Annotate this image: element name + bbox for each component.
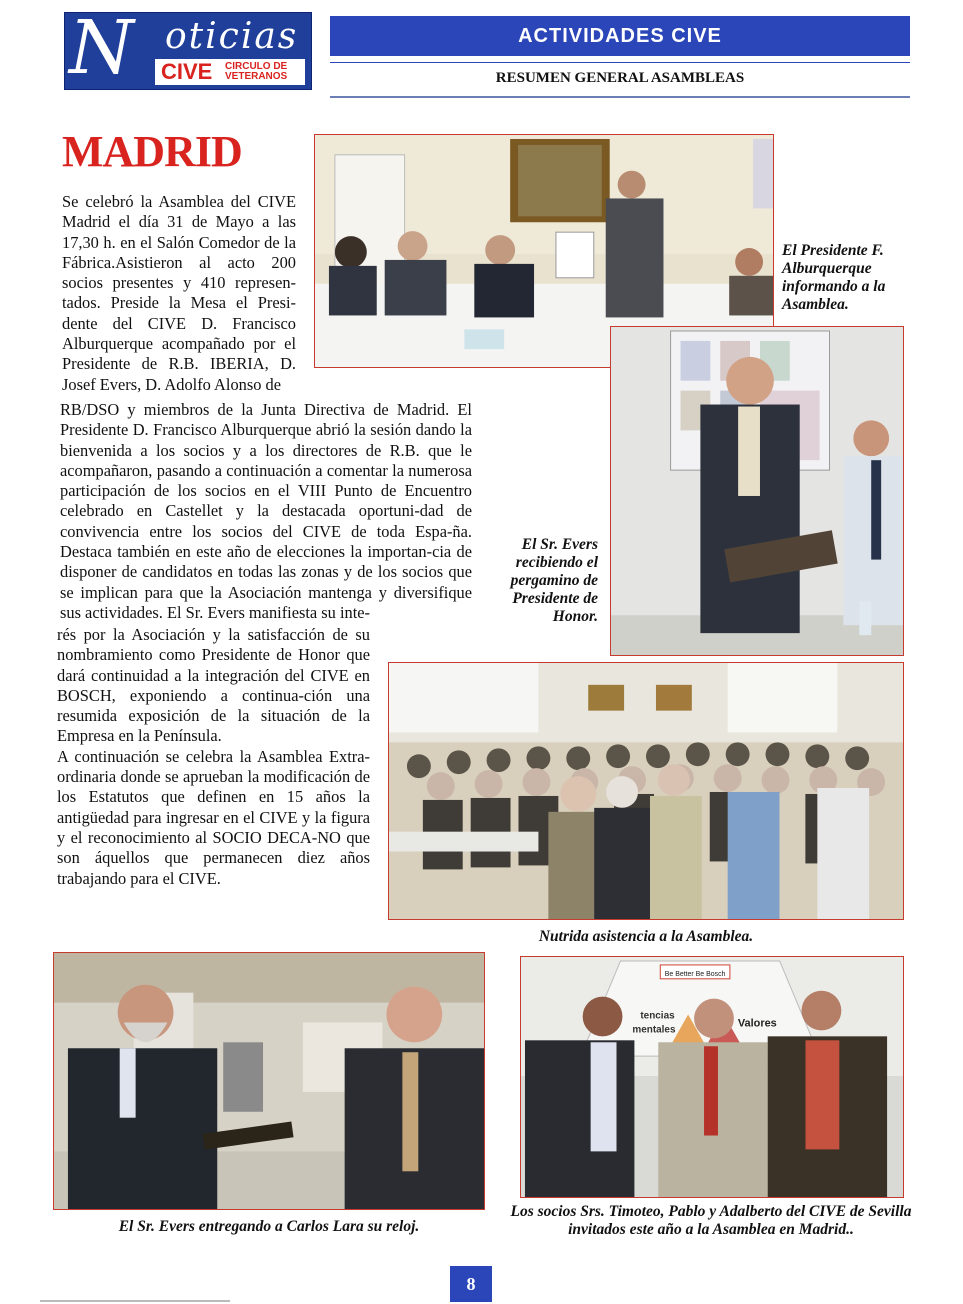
sign-left-text-2: mentales [632,1024,676,1036]
section-subtitle: RESUMEN GENERAL ASAMBLEAS [495,70,745,86]
caption-parchment: El Sr. Evers recibiendo el pergamino de Presidente de Honor. [510,536,598,625]
article-paragraph: rés por la Asociación y la satisfacción de su nombramiento como Presidente de Honor que dará continuidad a la integración del CIVE en BOSCH, exponiendo a continua-ción una resumida exposición de la situación de la Empresa en la Península. [57,625,370,746]
article-text-block [62,192,296,395]
section-title: ACTIVIDADES CIVE [330,16,910,56]
article-text-block [60,400,472,623]
header-divider [330,62,910,63]
caption-watch: El Sr. Evers entregando a Carlos Lara su reloj. [118,1218,420,1235]
article-paragraph: Se celebró la Asamblea del CIVE Madrid el día 31 de Mayo a las 17,30 h. en el Salón Comedor de la Fábrica.Asistieron al acto 200 socios presentes y 410 represen-tados. Preside la Mesa el Presi-dente del CIVE D. Francisco Alburquerque acompañado por el Presidente de R.B. IBERIA, D. Josef Evers, D. Adolfo Alonso de [62,192,296,394]
logo-subtitle-line-2: VETERANOS [225,71,288,82]
footer-divider [40,1300,230,1302]
article-text-block [57,625,370,889]
caption-audience: Nutrida asistencia a la Asamblea. [538,928,754,945]
logo-initial: N [69,5,134,91]
caption-president: El Presidente F. Alburquerque informando a la Asamblea. [782,242,886,313]
photo-evers-parchment [610,326,904,656]
logo-word: oticias [165,16,299,57]
logo-subtitle [225,62,305,82]
magazine-logo [64,5,312,91]
logo-subtitle-line-1: CIRCULO DE [225,61,288,72]
sign-left-text: tencias [640,1010,675,1022]
article-paragraph: RB/DSO y miembros de la Junta Directiva de Madrid. El Presidente D. Francisco Alburquerque abrió la sesión dando la bienvenida a los socios y a los directores de R.B. que le acompañaron, pasando a continuación a comentar la numerosa participación de los socios en el VIII Punto de Encuentro celebrado en Castellet y la destacada oportuni-dad de convivencia entre los socios del CIVE de toda Espa-ña. Destaca también en este año de elecciones la importan-cia de disponer de candidatos en todas las zonas y de los socios que se implican para que la Asociación mantenga y diversifique sus actividades. El Sr. Evers manifiesta su inte- [60,400,472,622]
sign-right-text: Valores [737,1017,777,1030]
article-title: MADRID [62,127,242,176]
sign-top-text: Be Better Be Bosch [664,970,726,978]
logo-badge [155,59,305,85]
photo-sevilla-members [520,956,904,1198]
article-paragraph: A continuación se celebra la Asamblea Extra-ordinaria donde se aprueban la modificación de los Estatutos que definen en 15 años la antigüedad para ingresar en el CIVE y la figura y el reconocimiento al SOCIO DECA-NO que son áquellos que permanecen diez años trabajando para el CIVE. [57,746,370,888]
caption-sevilla: Los socios Srs. Timoteo, Pablo y Adalberto del CIVE de Sevilla invitados este año a la Asamblea en Madrid.. [510,1203,912,1238]
logo-brand: CIVE [161,59,213,84]
header-divider [330,96,910,98]
page-number: 8 [450,1266,492,1302]
photo-audience [388,662,904,920]
photo-watch-handover [53,952,485,1210]
